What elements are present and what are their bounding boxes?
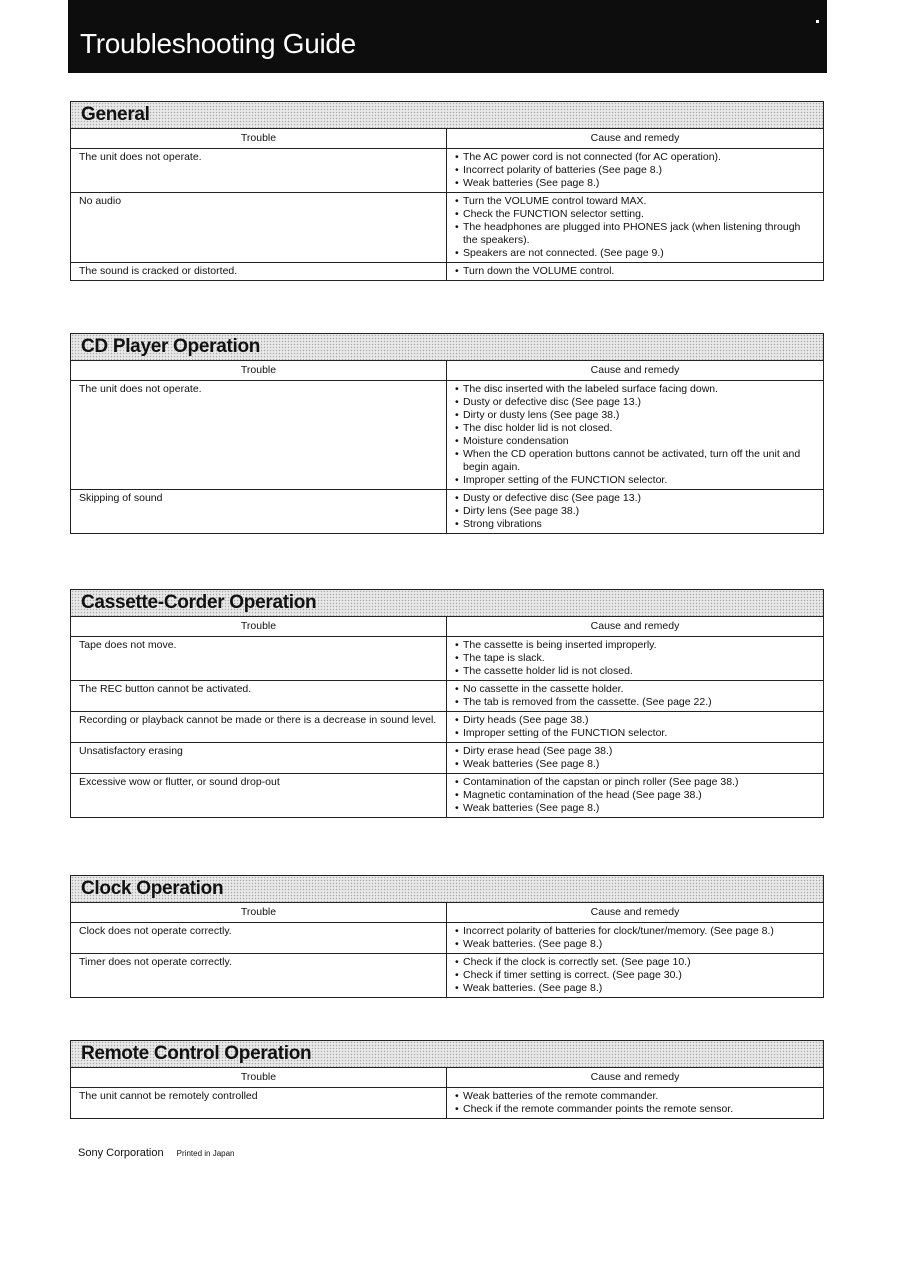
cause-list [455,1090,815,1116]
trouble-cell: Clock does not operate correctly. [71,923,447,954]
table-row [71,263,824,281]
section-heading: Cassette-Corder Operation [81,592,317,613]
list-item: • Turn down the VOLUME control. [455,265,815,278]
list-item: • Contamination of the capstan or pinch roller (See page 38.) [455,776,815,789]
list-item: • Incorrect polarity of batteries for clock/tuner/memory. (See page 8.) [455,925,815,938]
table-row [71,712,824,743]
trouble-table [70,128,824,281]
cause-list [455,639,815,678]
list-item: • Weak batteries (See page 8.) [455,758,815,771]
list-item: • Dirty heads (See page 38.) [455,714,815,727]
cause-column-header: Cause and remedy [447,1068,824,1088]
footer-printed: Printed in Japan [176,1149,235,1158]
list-item: • Speakers are not connected. (See page 9.) [455,247,815,260]
list-item: • When the CD operation buttons cannot be activated, turn off the unit and begin again. [455,448,815,474]
list-item: • Magnetic contamination of the head (See page 38.) [455,789,815,802]
list-item: • Dusty or defective disc (See page 13.) [455,492,815,505]
cause-list [455,195,815,260]
section-heading: Clock Operation [81,878,224,899]
cause-cell [447,637,824,681]
cause-list [455,925,815,951]
table-row [71,381,824,490]
cause-cell [447,490,824,534]
cause-column-header: Cause and remedy [447,361,824,381]
table-header-row [71,617,824,637]
trouble-cell: The unit does not operate. [71,149,447,193]
section-cassette [70,589,824,818]
page-title: Troubleshooting Guide [80,28,356,59]
table-row [71,743,824,774]
trouble-cell: The REC button cannot be activated. [71,681,447,712]
table-header-row [71,361,824,381]
cause-list [455,383,815,487]
cause-cell [447,712,824,743]
trouble-column-header: Trouble [71,617,447,637]
cause-cell [447,681,824,712]
section-cd [70,333,824,534]
section-heading: General [81,104,150,125]
table-header-row [71,129,824,149]
section-remote [70,1040,824,1119]
cause-list [455,714,815,740]
list-item: • Check if the remote commander points the remote sensor. [455,1103,815,1116]
section-heading-bar [70,875,824,902]
list-item: • Dusty or defective disc (See page 13.) [455,396,815,409]
list-item: • Check if timer setting is correct. (See page 30.) [455,969,815,982]
cause-cell [447,1088,824,1119]
list-item: • The tab is removed from the cassette. (See page 22.) [455,696,815,709]
table-row [71,193,824,263]
trouble-cell: Recording or playback cannot be made or there is a decrease in sound level. [71,712,447,743]
section-heading: Remote Control Operation [81,1043,312,1064]
list-item: • Weak batteries (See page 8.) [455,802,815,815]
table-row [71,149,824,193]
list-item: • Weak batteries. (See page 8.) [455,938,815,951]
section-heading-bar [70,333,824,360]
list-item: • Weak batteries. (See page 8.) [455,982,815,995]
trouble-cell: Timer does not operate correctly. [71,954,447,998]
title-bar [68,0,827,73]
table-row [71,774,824,818]
table-header-row [71,1068,824,1088]
trouble-cell: Skipping of sound [71,490,447,534]
cause-list [455,745,815,771]
cause-cell [447,774,824,818]
table-row [71,1088,824,1119]
list-item: • Check if the clock is correctly set. (See page 10.) [455,956,815,969]
list-item: • The headphones are plugged into PHONES jack (when listening through the speakers). [455,221,815,247]
section-heading-bar [70,589,824,616]
section-general [70,101,824,281]
trouble-column-header: Trouble [71,129,447,149]
table-row [71,954,824,998]
cause-list [455,776,815,815]
section-heading-bar [70,101,824,128]
list-item: • Moisture condensation [455,435,815,448]
cause-column-header: Cause and remedy [447,903,824,923]
cause-cell [447,954,824,998]
list-item: • Incorrect polarity of batteries (See page 8.) [455,164,815,177]
trouble-column-header: Trouble [71,361,447,381]
table-row [71,490,824,534]
cause-column-header: Cause and remedy [447,617,824,637]
cause-cell [447,923,824,954]
trouble-cell: No audio [71,193,447,263]
cause-list [455,956,815,995]
cause-list [455,683,815,709]
list-item: • The cassette holder lid is not closed. [455,665,815,678]
table-row [71,637,824,681]
cause-cell [447,381,824,490]
trouble-table [70,360,824,534]
trouble-table [70,902,824,998]
list-item: • Weak batteries of the remote commander. [455,1090,815,1103]
cause-list [455,151,815,190]
list-item: • Improper setting of the FUNCTION selector. [455,727,815,740]
trouble-cell: Tape does not move. [71,637,447,681]
trouble-table [70,1067,824,1119]
list-item: • Dirty erase head (See page 38.) [455,745,815,758]
trouble-cell: The unit does not operate. [71,381,447,490]
list-item: • Weak batteries (See page 8.) [455,177,815,190]
cause-cell [447,743,824,774]
list-item: • Check the FUNCTION selector setting. [455,208,815,221]
footer-company: Sony Corporation [78,1147,164,1159]
list-item: • The AC power cord is not connected (for AC operation). [455,151,815,164]
cause-list [455,265,815,278]
list-item: • No cassette in the cassette holder. [455,683,815,696]
trouble-table [70,616,824,818]
cause-column-header: Cause and remedy [447,129,824,149]
trouble-cell: The unit cannot be remotely controlled [71,1088,447,1119]
footer [78,1147,235,1159]
list-item: • Turn the VOLUME control toward MAX. [455,195,815,208]
table-row [71,681,824,712]
list-item: • The disc inserted with the labeled surface facing down. [455,383,815,396]
table-row [71,923,824,954]
trouble-column-header: Trouble [71,903,447,923]
corner-mark [816,20,819,23]
section-heading: CD Player Operation [81,336,261,357]
list-item: • The cassette is being inserted improperly. [455,639,815,652]
list-item: • Improper setting of the FUNCTION selector. [455,474,815,487]
trouble-cell: The sound is cracked or distorted. [71,263,447,281]
section-heading-bar [70,1040,824,1067]
trouble-cell: Excessive wow or flutter, or sound drop-out [71,774,447,818]
section-clock [70,875,824,998]
list-item: • Dirty lens (See page 38.) [455,505,815,518]
cause-list [455,492,815,531]
list-item: • The tape is slack. [455,652,815,665]
cause-cell [447,263,824,281]
list-item: • The disc holder lid is not closed. [455,422,815,435]
cause-cell [447,193,824,263]
list-item: • Dirty or dusty lens (See page 38.) [455,409,815,422]
table-header-row [71,903,824,923]
trouble-column-header: Trouble [71,1068,447,1088]
list-item: • Strong vibrations [455,518,815,531]
cause-cell [447,149,824,193]
trouble-cell: Unsatisfactory erasing [71,743,447,774]
